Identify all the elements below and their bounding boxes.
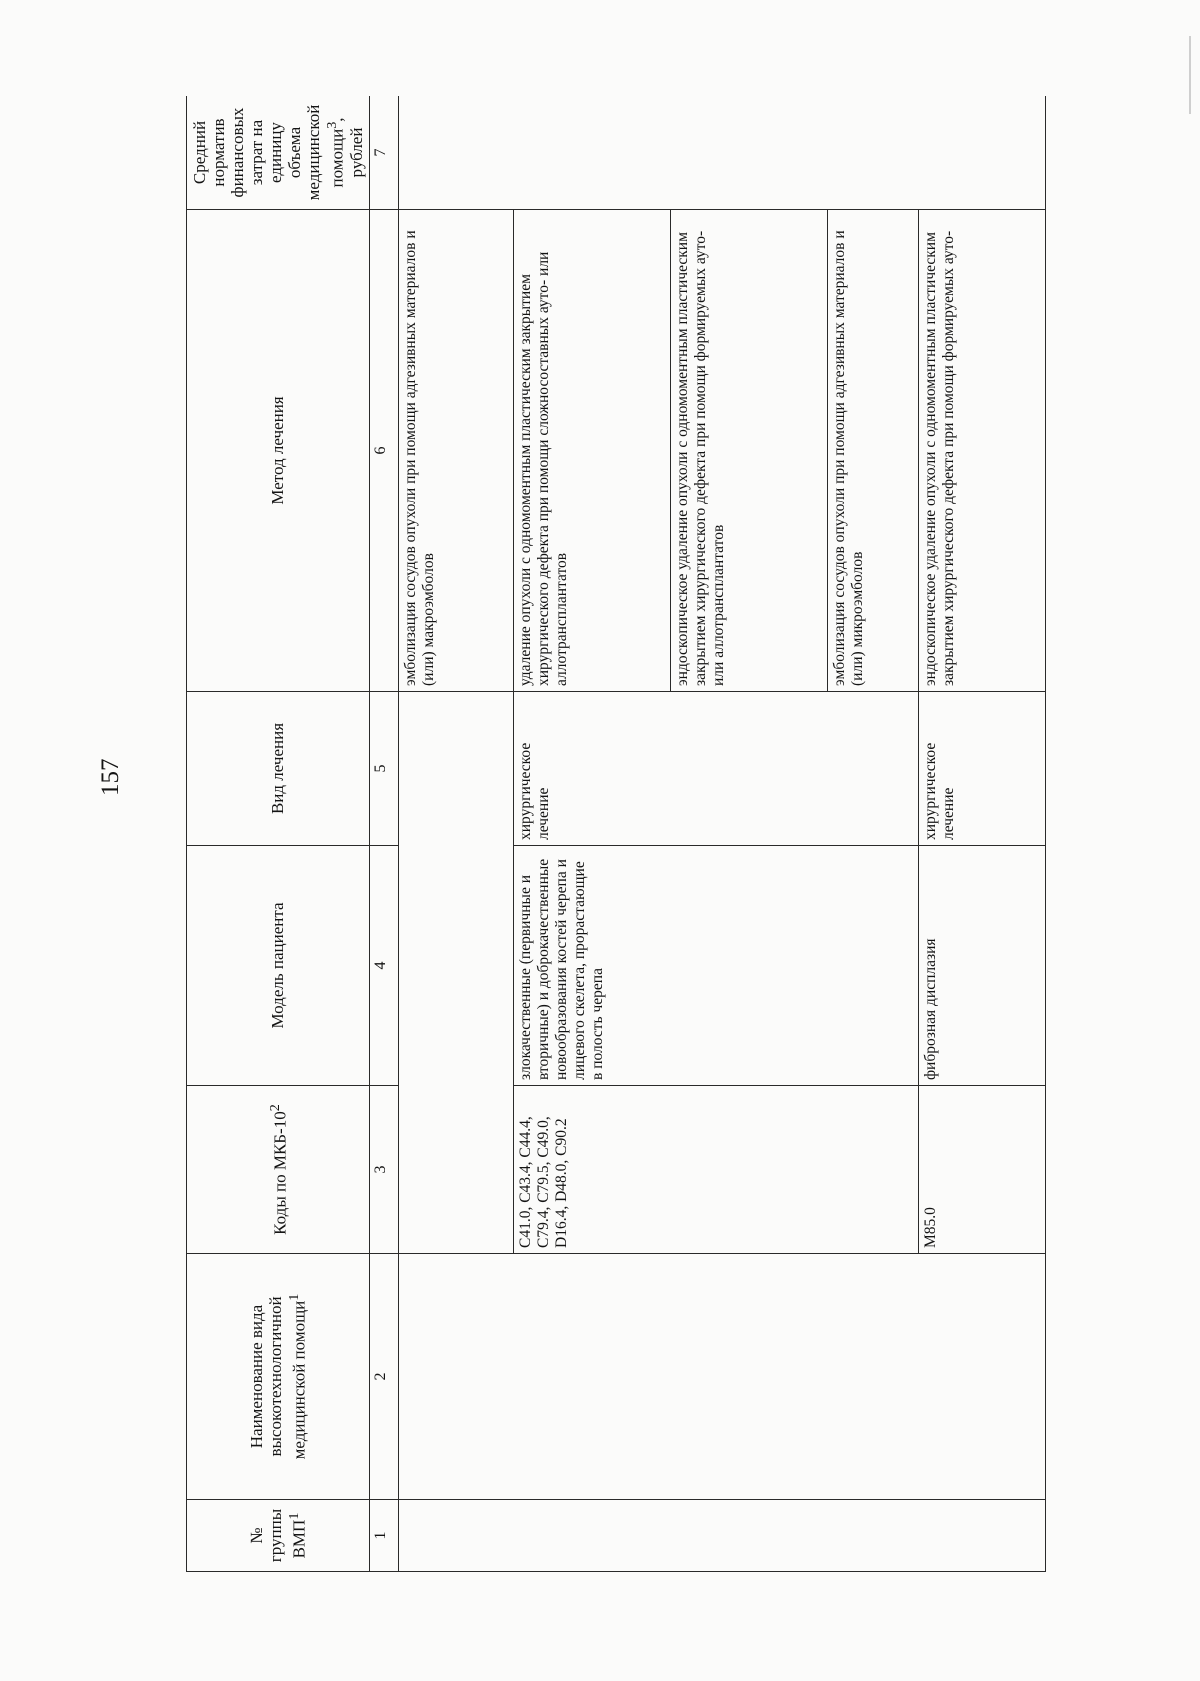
empty-cell bbox=[398, 692, 513, 1254]
header-treatment-method bbox=[187, 210, 370, 692]
header-treatment-method-text: Метод лечения bbox=[268, 396, 288, 505]
header-row bbox=[187, 96, 370, 1572]
method-cell: эндоскопическое удаление опухоли с одномоментным пластическим закрытием хирургического дефекта при помощи формируемых ауто- или аллотрансплантатов bbox=[670, 210, 827, 692]
group-number-cell bbox=[398, 1500, 1045, 1572]
column-number: 5 bbox=[369, 692, 398, 846]
rotated-table bbox=[186, 96, 1072, 1572]
header-group-number-text: № группы ВМП bbox=[247, 1508, 309, 1563]
header-cost-standard-suffix: , рублей bbox=[327, 117, 366, 178]
cost-cell bbox=[398, 96, 1045, 210]
footnote-mark: 2 bbox=[267, 1104, 283, 1112]
patient-model-cell: фиброзная дисплазия bbox=[918, 846, 1045, 1086]
header-cost-standard-text: Средний норматив финансовых затрат на единицу объема медицинской помощи bbox=[190, 104, 347, 201]
method-cell: эмболизация сосудов опухоли при помощи адгезивных материалов и (или) микроэмболов bbox=[827, 210, 918, 692]
column-number: 2 bbox=[369, 1254, 398, 1500]
header-icd-codes bbox=[187, 1086, 370, 1254]
method-cell: эндоскопическое удаление опухоли с одномоментным пластическим закрытием хирургического дефекта при помощи формируемых ауто- bbox=[918, 210, 1045, 692]
column-number: 1 bbox=[369, 1500, 398, 1572]
icd-codes-cell: C41.0, C43.4, C44.4, C79.4, C79.5, C49.0, D16.4, D48.0, C90.2 bbox=[513, 1086, 918, 1254]
header-vmp-name-text: Наименование вида высокотехнологичной медицинской помощи bbox=[247, 1296, 309, 1460]
patient-model-cell: злокачественные (первичные и вторичные) и доброкачественные новообразования костей черепа и лицевого скелета, прорастающие в полость черепа bbox=[513, 846, 918, 1086]
vmp-table bbox=[186, 96, 1046, 1572]
scan-edge-mark bbox=[1189, 36, 1191, 114]
vmp-name-cell bbox=[398, 1254, 1045, 1500]
column-number-row bbox=[369, 96, 398, 1572]
header-vmp-name bbox=[187, 1254, 370, 1500]
treatment-type-cell: хирургическое лечение bbox=[513, 692, 918, 846]
column-number: 3 bbox=[369, 1086, 398, 1254]
header-cost-standard bbox=[187, 96, 370, 210]
treatment-type-cell: хирургическое лечение bbox=[918, 692, 1045, 846]
header-treatment-type bbox=[187, 692, 370, 846]
footnote-mark: 3 bbox=[324, 121, 340, 129]
header-patient-model-text: Модель пациента bbox=[268, 902, 288, 1029]
method-cell: эмболизация сосудов опухоли при помощи адгезивных материалов и (или) макроэмболов bbox=[398, 210, 513, 692]
header-patient-model bbox=[187, 846, 370, 1086]
footnote-mark: 1 bbox=[286, 1512, 302, 1520]
header-icd-codes-text: Коды по МКБ-10 bbox=[270, 1111, 290, 1235]
method-cell: удаление опухоли с одномоментным пластическим закрытием хирургического дефекта при помощи сложносоставных ауто- или аллотрансплантатов bbox=[513, 210, 670, 692]
footnote-mark: 1 bbox=[286, 1293, 302, 1301]
icd-codes-cell: M85.0 bbox=[918, 1086, 1045, 1254]
header-treatment-type-text: Вид лечения bbox=[268, 722, 288, 815]
column-number: 4 bbox=[369, 846, 398, 1086]
column-number: 7 bbox=[369, 96, 398, 210]
table-row bbox=[398, 96, 513, 1572]
header-group-number bbox=[187, 1500, 370, 1572]
column-number: 6 bbox=[369, 210, 398, 692]
page-number: 157 bbox=[97, 758, 124, 796]
